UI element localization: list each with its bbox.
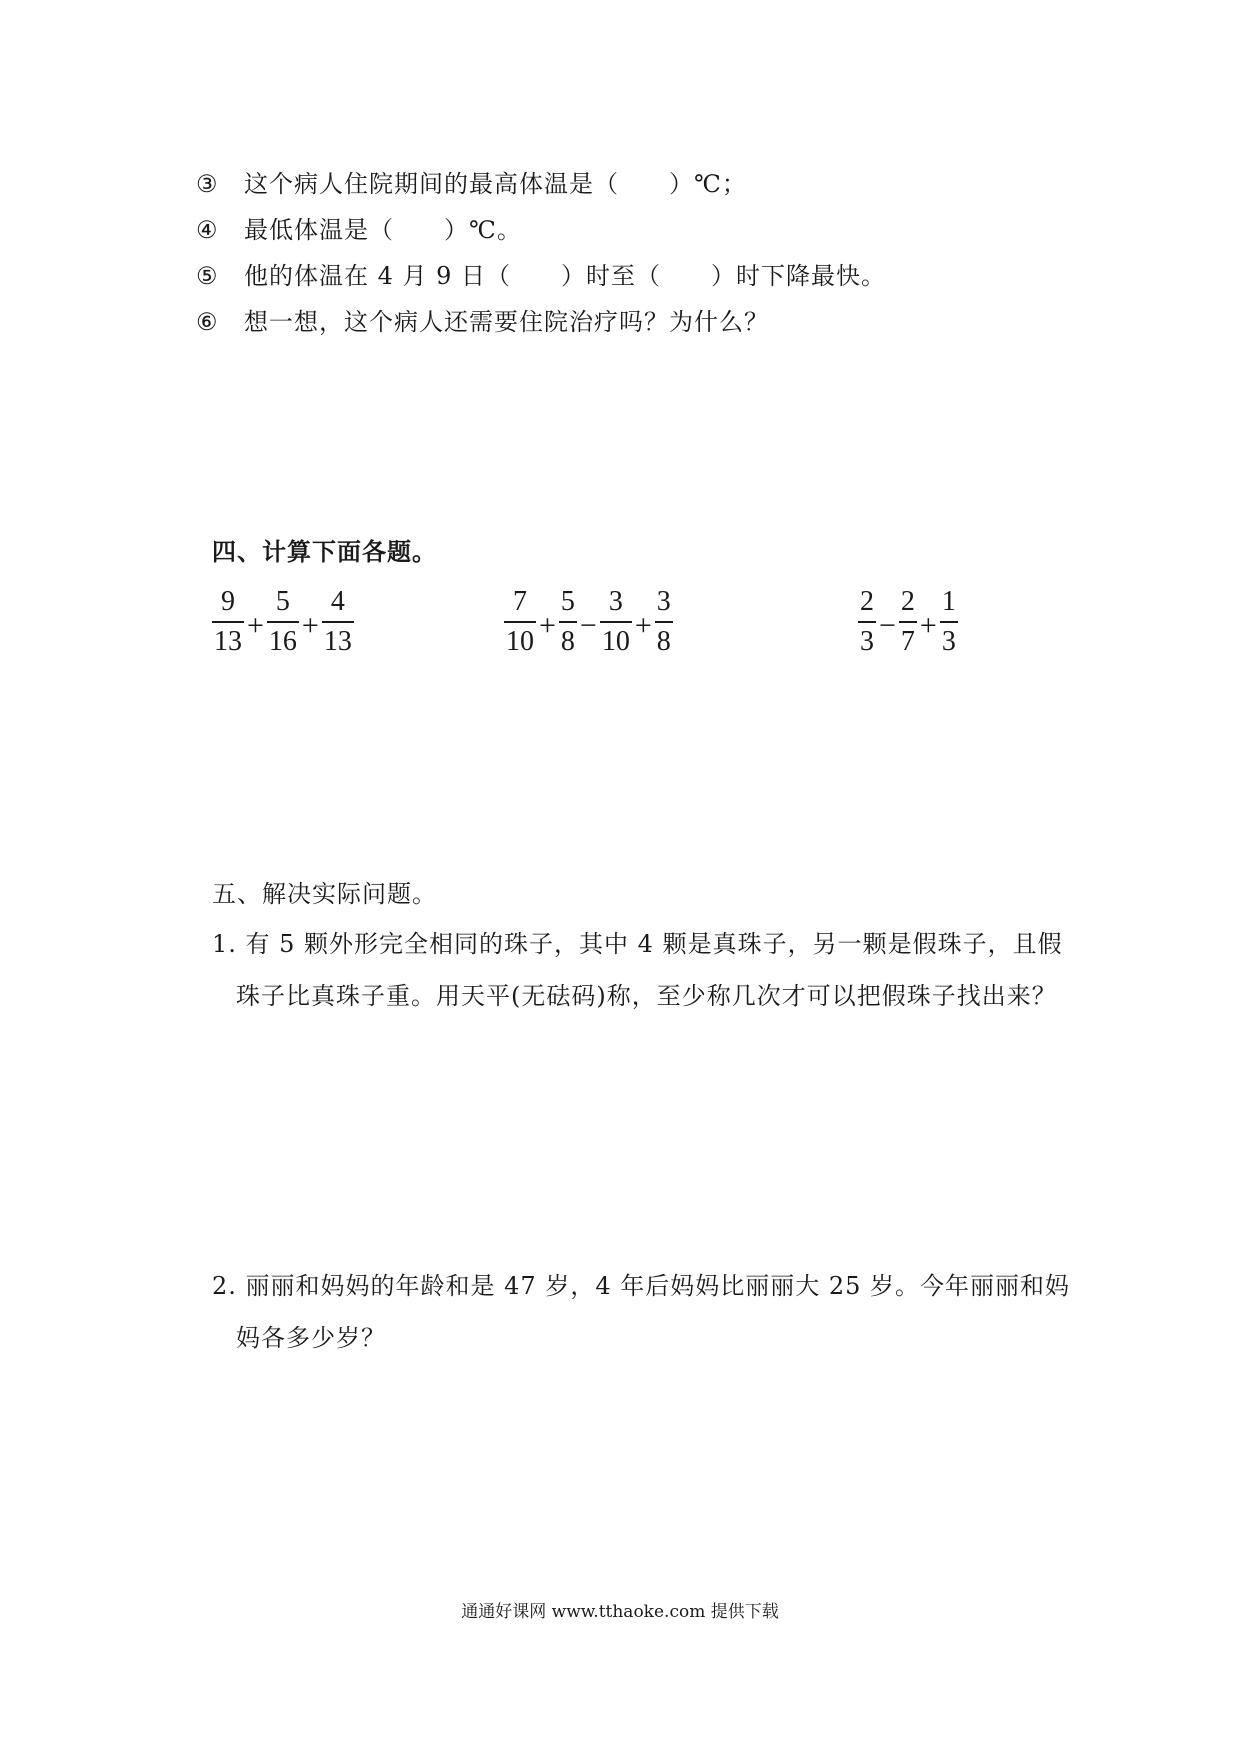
question-text: 最低体温是（ ）℃。 xyxy=(244,216,522,244)
plus-sign: + xyxy=(919,609,937,642)
denominator: 7 xyxy=(900,626,915,657)
minus-sign: − xyxy=(879,609,896,642)
numerator: 5 xyxy=(560,586,575,617)
question-item-5 xyxy=(196,256,886,291)
fraction xyxy=(655,588,673,656)
fraction xyxy=(267,588,299,656)
fraction xyxy=(559,588,577,656)
numerator: 2 xyxy=(860,586,874,617)
denominator: 13 xyxy=(214,626,242,657)
numerator: 5 xyxy=(275,586,290,617)
plus-sign: + xyxy=(539,609,556,642)
denominator: 10 xyxy=(601,626,630,657)
numerator: 3 xyxy=(656,586,671,617)
question-item-4 xyxy=(196,210,522,245)
section-4-heading: 四、计算下面各题。 xyxy=(212,537,437,566)
fraction xyxy=(600,588,632,656)
question-text: 想一想，这个病人还需要住院治疗吗？为什么？ xyxy=(244,308,769,336)
problem-2-line-2: 妈各多少岁？ xyxy=(236,1324,386,1352)
question-text: 他的体温在 4 月 9 日（ ）时至（ ）时下降最快。 xyxy=(244,262,887,290)
circled-number: ④ xyxy=(196,216,219,244)
denominator: 8 xyxy=(560,626,575,657)
denominator: 13 xyxy=(323,626,352,657)
problem-1-line-2: 珠子比真珠子重。用天平(无砝码)称，至少称几次才可以把假珠子找出来？ xyxy=(236,982,1057,1010)
expression-2 xyxy=(504,588,673,656)
plus-sign: + xyxy=(247,609,264,642)
denominator: 10 xyxy=(506,626,534,657)
problem-2-line-1: 2. 丽丽和妈妈的年龄和是 47 岁，4 年后妈妈比丽丽大 25 岁。今年丽丽和妈 xyxy=(212,1272,1071,1300)
circled-number: ⑥ xyxy=(196,308,219,336)
numerator: 2 xyxy=(900,586,915,617)
circled-number: ⑤ xyxy=(196,262,219,290)
minus-sign: − xyxy=(579,609,597,642)
question-item-6 xyxy=(196,302,769,337)
section-5-heading: 五、解决实际问题。 xyxy=(212,880,437,908)
numerator: 1 xyxy=(941,586,956,617)
expression-3 xyxy=(858,588,958,656)
circled-number: ③ xyxy=(196,170,219,198)
plus-sign: + xyxy=(301,609,319,642)
denominator: 16 xyxy=(268,626,297,657)
fraction xyxy=(212,588,244,656)
fraction xyxy=(899,588,917,656)
denominator: 8 xyxy=(656,626,671,657)
footer-credit: 通通好课网 www.tthaoke.com 提供下载 xyxy=(461,1602,779,1622)
numerator: 9 xyxy=(221,586,235,617)
expression-1 xyxy=(212,588,354,656)
numerator: 7 xyxy=(513,586,527,617)
question-item-3 xyxy=(196,164,747,199)
fraction xyxy=(940,588,958,656)
fraction xyxy=(858,588,876,656)
denominator: 3 xyxy=(860,626,874,657)
plus-sign: + xyxy=(634,609,652,642)
numerator: 3 xyxy=(608,586,623,617)
problem-1-line-1: 1. 有 5 颗外形完全相同的珠子，其中 4 颗是真珠子，另一颗是假珠子，且假 xyxy=(212,930,1063,958)
numerator: 4 xyxy=(330,586,345,617)
fraction xyxy=(504,588,536,656)
question-text: 这个病人住院期间的最高体温是（ ）℃； xyxy=(244,170,747,198)
fraction xyxy=(322,588,354,656)
denominator: 3 xyxy=(941,626,956,657)
